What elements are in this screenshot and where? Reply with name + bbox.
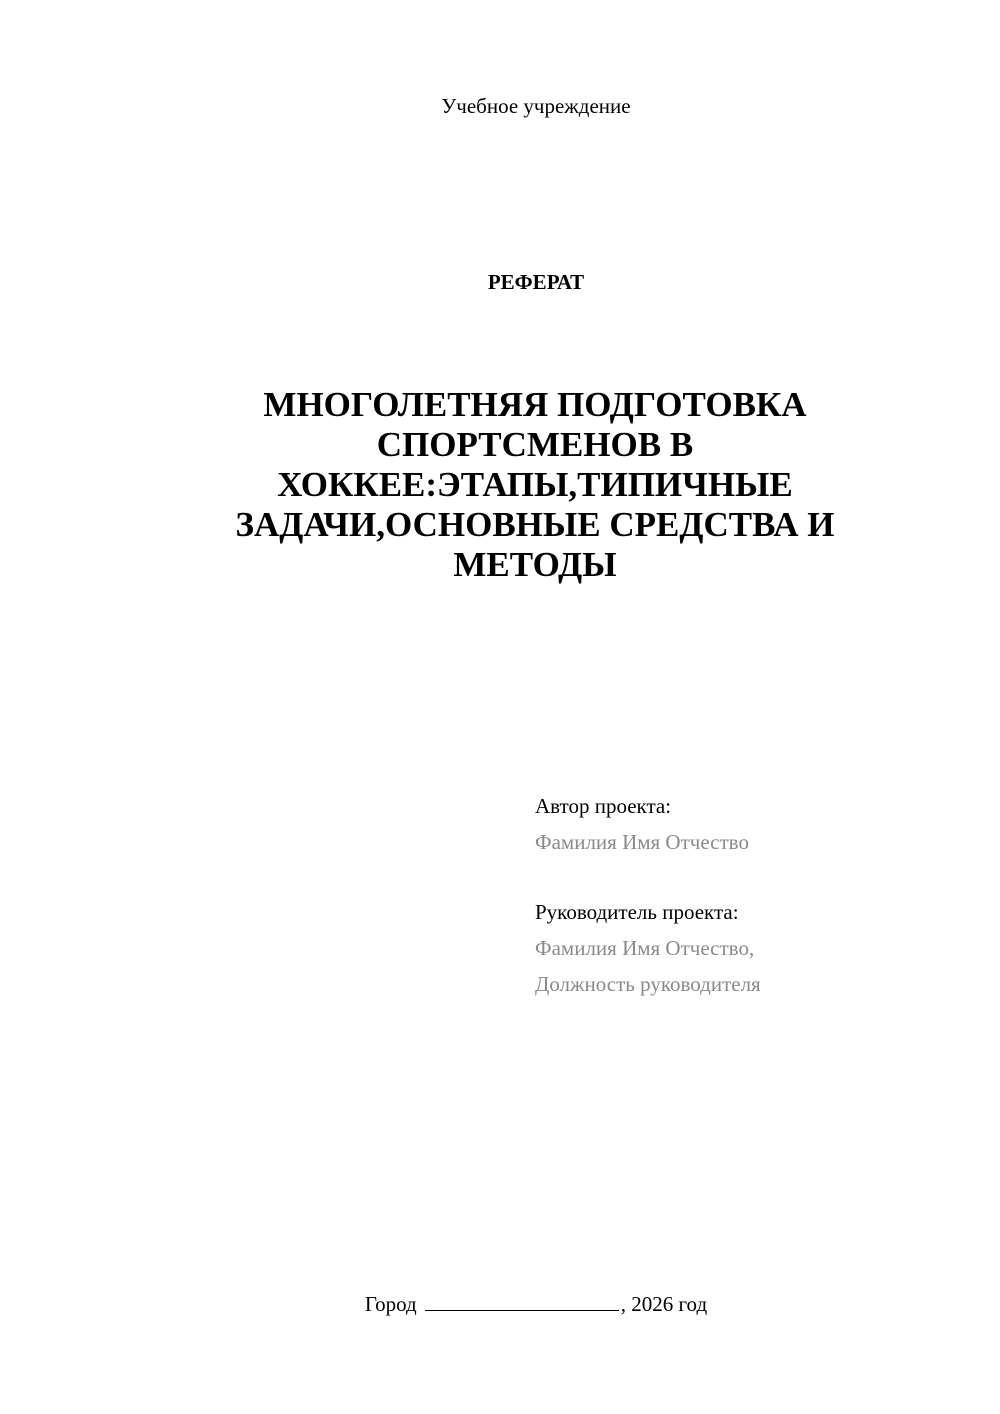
spacer [535, 860, 975, 894]
author-name-placeholder: Фамилия Имя Отчество [535, 830, 749, 854]
supervisor-label: Руководитель проекта: [535, 900, 739, 924]
title-line: МНОГОЛЕТНЯЯ ПОДГОТОВКА [263, 385, 807, 424]
supervisor-position-placeholder: Должность руководителя [535, 972, 761, 996]
title-line: ХОККЕЕ:ЭТАПЫ,ТИПИЧНЫЕ [277, 465, 793, 504]
city-year-line [0, 1290, 1000, 1318]
document-title [140, 385, 930, 585]
credits-block [535, 788, 975, 1002]
supervisor-name-placeholder: Фамилия Имя Отчество, [535, 936, 755, 960]
author-label: Автор проекта: [535, 794, 672, 818]
document-type: РЕФЕРАТ [487, 270, 585, 294]
title-line: ЗАДАЧИ,ОСНОВНЫЕ СРЕДСТВА И [235, 505, 835, 544]
city-label: Город [364, 1292, 417, 1316]
institution-name: Учебное учреждение [441, 94, 631, 118]
title-line: СПОРТСМЕНОВ В [376, 425, 694, 464]
title-line: МЕТОДЫ [453, 545, 617, 584]
year-text: , 2026 год [620, 1292, 708, 1316]
city-blank-line [425, 1290, 619, 1311]
